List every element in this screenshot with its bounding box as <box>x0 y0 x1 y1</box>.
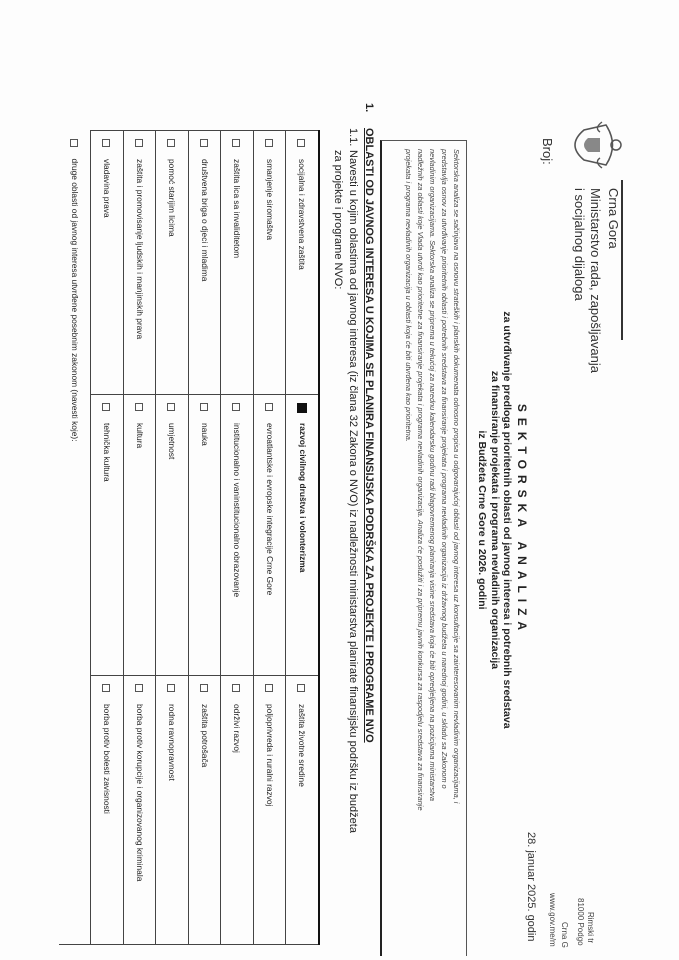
area-cell <box>189 676 222 945</box>
checkbox-icon[interactable] <box>265 139 273 147</box>
area-cell <box>124 676 157 945</box>
area-label: društvena briga o djeci i mladima <box>199 159 210 282</box>
document-subtitle: za finansiranje projekata i programa nevladinih organizacija <box>489 370 501 670</box>
area-label: zaštita životne sredine <box>297 704 308 787</box>
area-label: borba protiv korupcije i organizovanog kriminala <box>134 704 145 882</box>
area-cell <box>189 395 222 676</box>
intro-text-line: nevladinim organizacijama. Sektorska analiza se priprema u tekućoj za narednu kalendarsku godinu radi blagovremenog planiranja visine sredstava koja će biti opredjeljena na pozicijama ministarstva <box>428 149 437 801</box>
area-cell <box>156 676 189 945</box>
area-cell <box>91 676 124 945</box>
area-cell <box>156 131 189 395</box>
table-row <box>91 131 124 945</box>
area-label: institucionalno i vaninstitucionalno obrazovanje <box>232 423 243 598</box>
area-label: zaštita lica sa invaliditetom <box>232 159 243 259</box>
checkbox-icon[interactable] <box>167 403 175 411</box>
area-label: evroatlantske i evropske integracije Crne Gore <box>264 423 275 596</box>
area-cell <box>59 131 91 945</box>
area-label: smanjenje siromaštva <box>264 159 275 240</box>
checkbox-icon[interactable] <box>135 403 143 411</box>
areas-table <box>59 130 320 945</box>
intro-text-line: predstavlja osnov za utvrđivanje prioritetnih oblasti i potrebnih sredstava za finansiranje projekata i programa nevladinih organizacija iz državnog budžeta u narednoj godini, u skladu sa Zakonom o <box>440 149 449 789</box>
intro-text-line: nadležnih za oblasti koje Vlada utvrdi kao prioritetne za finansiranje projekata i programa nevladinih organizacija. Analiza će poslužiti i za pripremu javnih konkursa za raspodjelu sredstava za finansiranje <box>416 149 425 811</box>
ministry-name-line1: Ministarstvo rada, zapošljavanja <box>588 188 603 373</box>
area-cell <box>254 131 287 395</box>
area-label: rodna ravnopravnost <box>167 704 178 781</box>
area-cell <box>91 395 124 676</box>
area-label: kultura <box>134 423 145 449</box>
area-label: tehnička kultura <box>102 423 113 482</box>
intro-box <box>380 140 467 956</box>
checkbox-icon[interactable] <box>135 139 143 147</box>
checkbox-icon[interactable] <box>102 403 110 411</box>
table-row <box>124 131 157 945</box>
address-line: Crna G <box>560 922 569 948</box>
checkbox-icon[interactable] <box>297 139 305 147</box>
document-subtitle: za utvrđivanje predloga prioritetnih oblasti od javnog interesa i potrebnih sredstava <box>501 311 513 729</box>
area-label: pomoć starijim licima <box>167 159 178 237</box>
checkbox-icon[interactable] <box>265 684 273 692</box>
subsection-text: Navesti u kojim oblastima od javnog interesa (iz člana 32 Zakona o NVO) iz nadležnosti ministarstva planirate finansijsku podršku iz budžeta <box>347 150 359 833</box>
checkbox-icon[interactable] <box>200 403 208 411</box>
table-row-other <box>59 131 91 945</box>
address-line: 81000 Podgo <box>576 898 585 946</box>
table-row <box>221 131 254 945</box>
table-row <box>254 131 287 945</box>
checkbox-icon[interactable] <box>200 139 208 147</box>
area-cell <box>124 131 157 395</box>
area-cell <box>254 395 287 676</box>
area-cell <box>286 676 319 945</box>
area-cell <box>221 676 254 945</box>
address-line: Rimski tr <box>586 912 595 944</box>
table-row <box>286 131 319 945</box>
checkbox-icon[interactable] <box>200 684 208 692</box>
area-label: socijalna i zdravstvena zaštita <box>297 159 308 270</box>
area-label: zaštita i promovisanje ljudskih i manjinskih prava <box>134 159 145 340</box>
ministry-name-line2: i socijalnog dijaloga <box>572 188 587 301</box>
checkbox-icon[interactable] <box>297 684 305 692</box>
checkbox-icon[interactable] <box>232 403 240 411</box>
checkbox-icon[interactable] <box>167 139 175 147</box>
section-number: 1. <box>363 103 375 113</box>
area-label: druge oblasti od javnog interesa utvrđene posebnim zakonom (navesti koje): <box>69 158 80 442</box>
area-label: borba protiv bolesti zavisnosti <box>102 704 113 814</box>
document-date: 28. januar 2025. godin <box>525 832 537 942</box>
area-cell <box>156 395 189 676</box>
coat-of-arms-logo <box>566 120 624 170</box>
area-cell <box>286 131 319 395</box>
country-name: Crna Gora <box>606 188 621 249</box>
checkbox-icon[interactable] <box>232 684 240 692</box>
area-cell <box>91 131 124 395</box>
checkbox-icon[interactable] <box>102 684 110 692</box>
intro-text-line: Sektorska analiza se sačinjava na osnovu strateških i planskih dokumenata odnosno propisa u odgovarajućoj oblasti od javnog interesa uz konsultacije sa zainteresovanim nevladinim organizacijama, i <box>452 149 461 804</box>
table-row <box>189 131 222 945</box>
subsection-number: 1.1. <box>347 128 359 147</box>
area-label: vladavina prava <box>102 159 113 218</box>
checkbox-icon[interactable] <box>167 684 175 692</box>
address-website: www.gov.me/m <box>548 893 557 947</box>
area-label: održivi razvoj <box>232 704 243 753</box>
intro-text-line: projekata i programa nevladinih organizacija u oblasti koja će biti utvrđena kao prioritetna. <box>404 149 413 442</box>
subsection-text: za projekte i programe NVO: <box>332 150 344 290</box>
area-label: umjetnost <box>167 423 178 460</box>
area-cell <box>254 676 287 945</box>
area-cell <box>221 131 254 395</box>
checkbox-icon[interactable] <box>265 403 273 411</box>
checkbox-icon[interactable] <box>70 139 78 147</box>
checkbox-icon[interactable] <box>135 684 143 692</box>
number-label: Broj: <box>540 138 555 165</box>
area-cell <box>221 395 254 676</box>
checkbox-icon[interactable] <box>232 139 240 147</box>
table-row <box>156 131 189 945</box>
section-heading: OBLASTI OD JAVNOG INTERESA U KOJIMA SE PLANIRA FINANSIJSKA PODRŠKA ZA PROJEKTE I PROGRAME NVO <box>363 128 375 743</box>
area-cell <box>189 131 222 395</box>
area-label: poljoprivreda i ruralni razvoj <box>264 704 275 807</box>
area-label: razvoj civilnog društva i volonterizma <box>297 423 308 573</box>
area-label: nauka <box>199 423 210 446</box>
header-divider <box>621 180 623 340</box>
checkbox-checked-icon[interactable] <box>297 403 307 413</box>
document-subtitle: iz Budžeta Crne Gore u 2026. godini <box>476 430 488 610</box>
area-label: zaštita potrošača <box>199 704 210 768</box>
area-cell <box>124 395 157 676</box>
document-title: SEKTORSKA ANALIZA <box>515 403 529 637</box>
checkbox-icon[interactable] <box>102 139 110 147</box>
area-cell <box>286 395 319 676</box>
